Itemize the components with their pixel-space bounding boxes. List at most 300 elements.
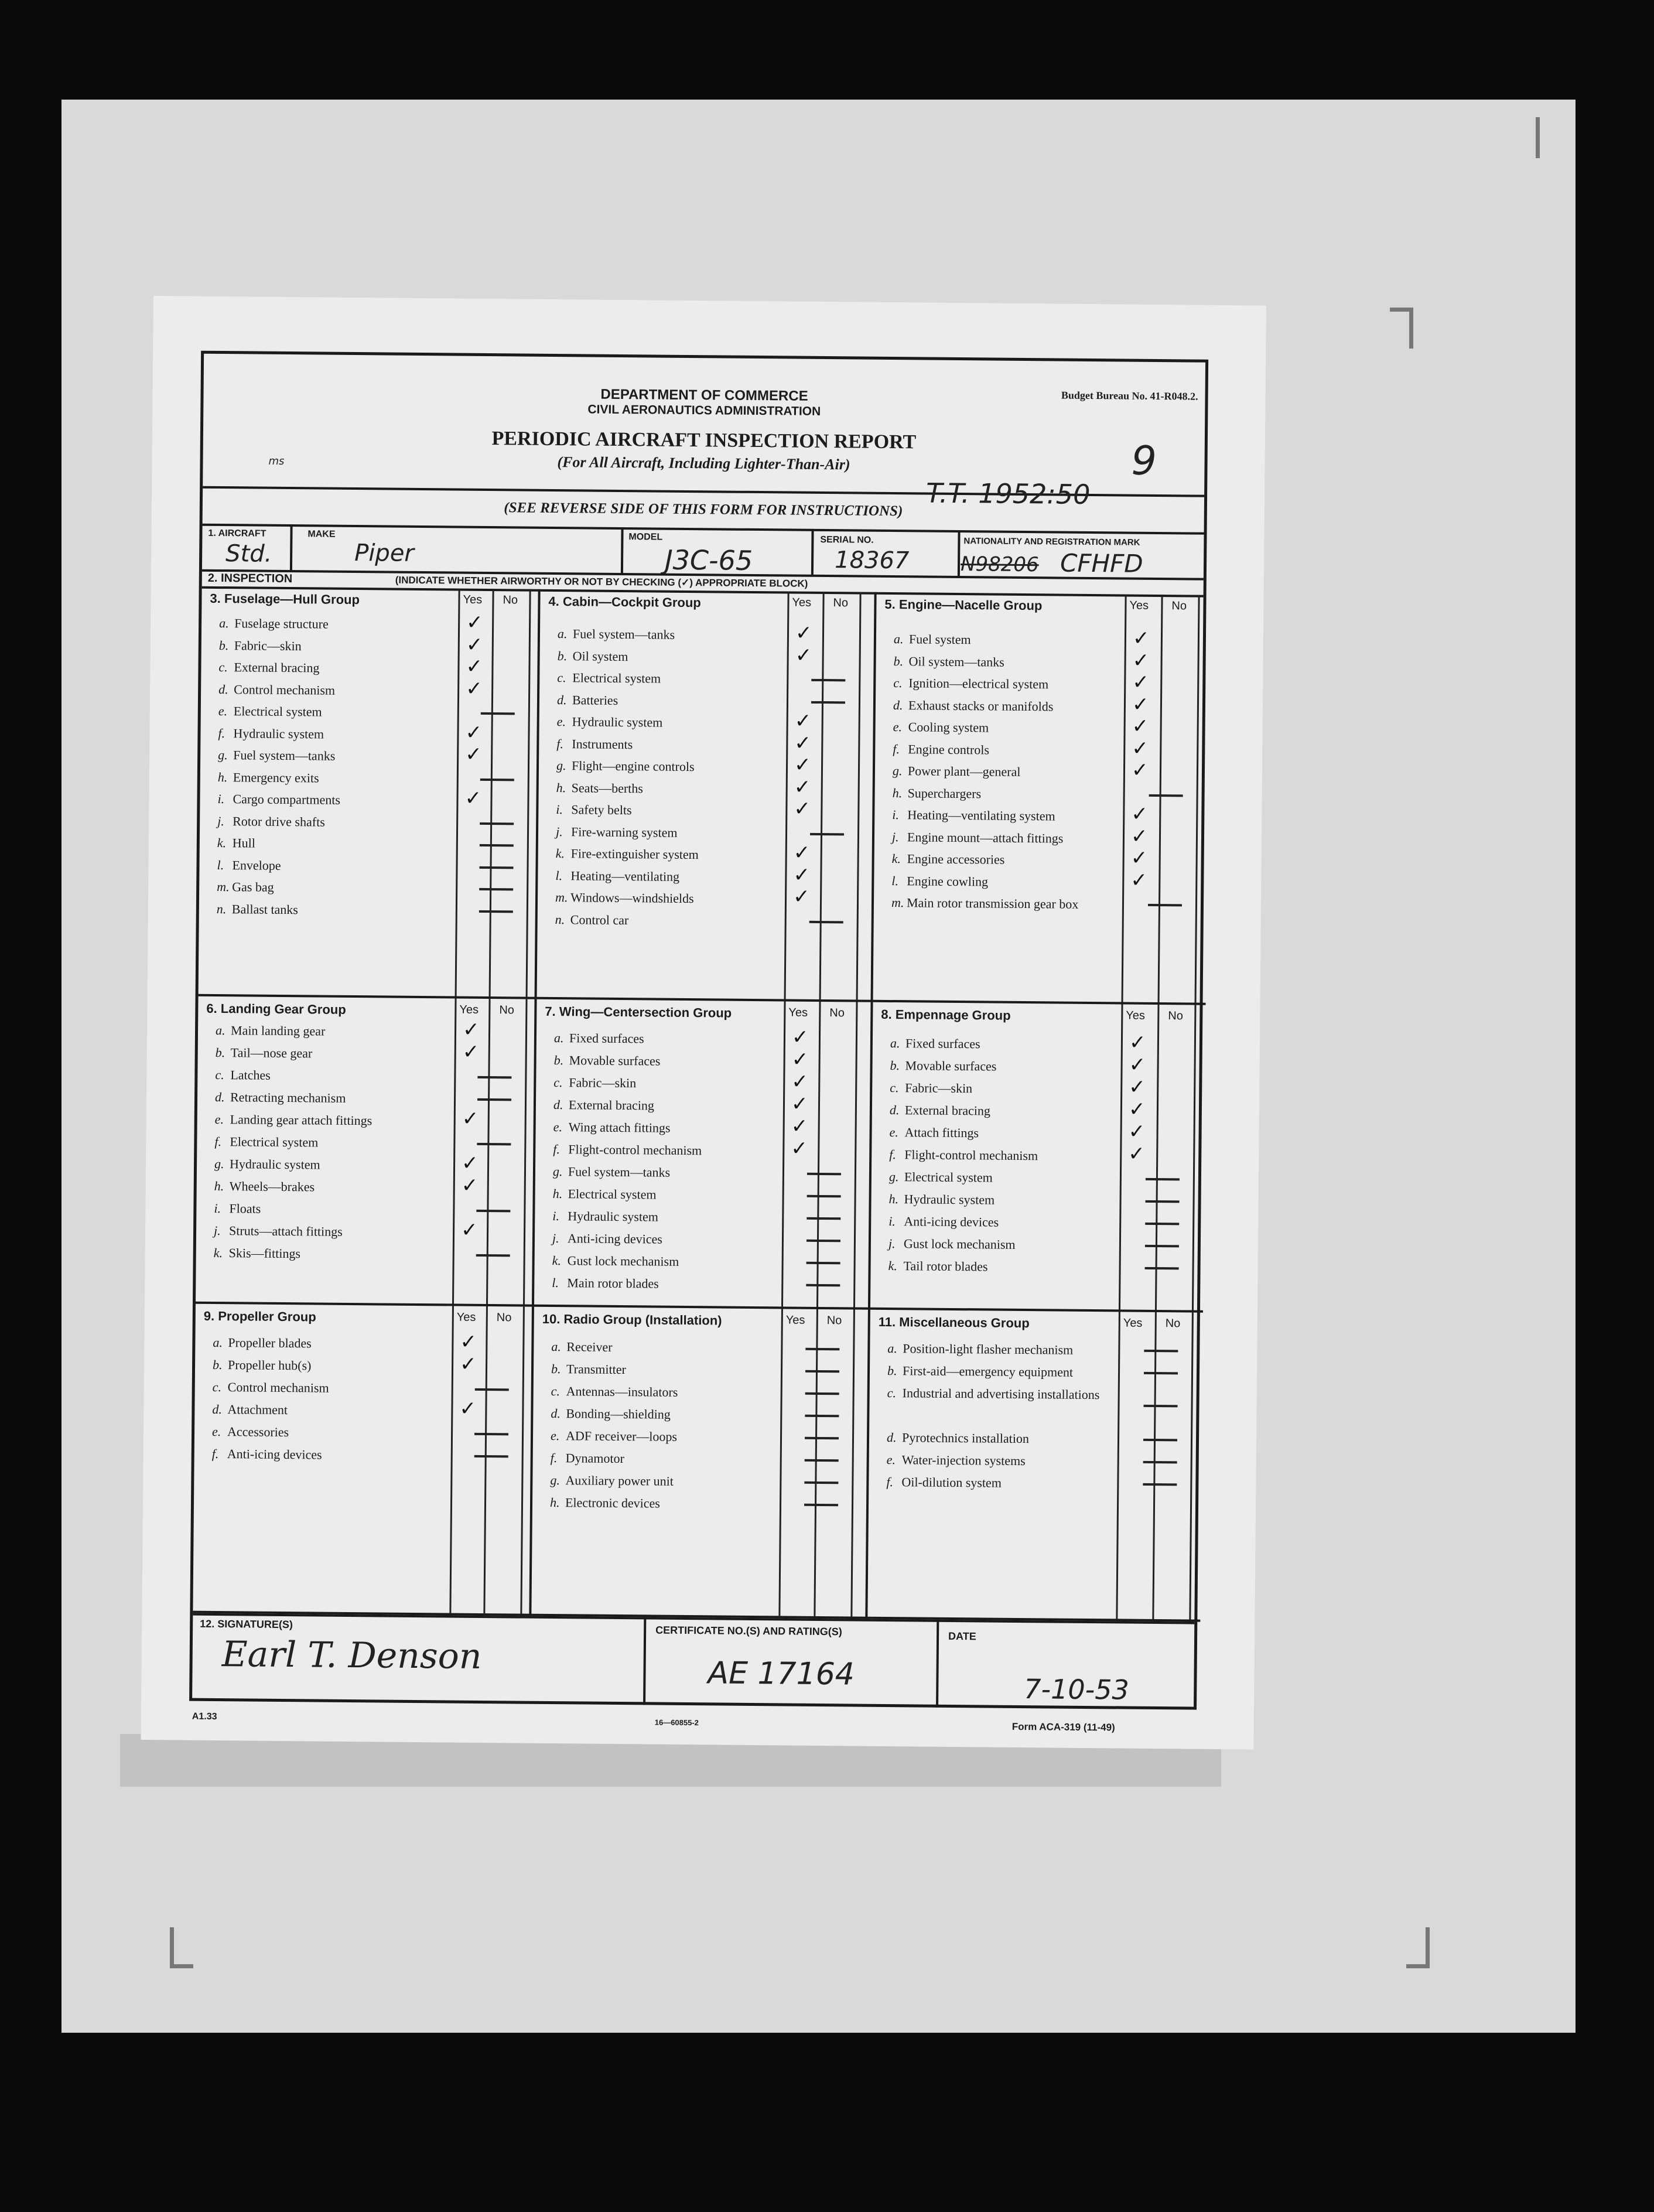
item-label: Safety belts bbox=[571, 802, 632, 818]
inspection-item bbox=[893, 695, 1054, 717]
inspection-item bbox=[893, 760, 1021, 783]
group-title: 6. Landing Gear Group bbox=[206, 1001, 346, 1017]
not-applicable-dash[interactable] bbox=[1145, 1267, 1179, 1270]
nationality-label: NATIONALITY AND REGISTRATION MARK bbox=[963, 536, 1140, 548]
item-label: Propeller hub(s) bbox=[227, 1357, 312, 1373]
item-letter: c. bbox=[893, 675, 903, 691]
item-label: Industrial and advertising installations bbox=[902, 1385, 1100, 1402]
item-label: Dynamotor bbox=[565, 1450, 625, 1466]
inspection-item bbox=[888, 1189, 995, 1211]
divider bbox=[936, 1620, 939, 1708]
inspection-item bbox=[217, 810, 325, 832]
check-mark-yes[interactable]: ✓ bbox=[460, 1330, 477, 1354]
item-label: Main rotor transmission gear box bbox=[906, 895, 1079, 912]
inspection-item bbox=[218, 678, 335, 701]
not-applicable-dash[interactable] bbox=[481, 712, 515, 715]
inspection-item bbox=[553, 1139, 702, 1161]
item-letter: j. bbox=[213, 1223, 221, 1238]
item-label: Oil system bbox=[572, 648, 628, 664]
aircraft-value: Std. bbox=[225, 540, 272, 568]
inspection-item bbox=[888, 1233, 1016, 1255]
divider bbox=[621, 527, 624, 574]
inspection-item bbox=[551, 1358, 626, 1380]
inspection-item bbox=[217, 832, 255, 854]
inspection-item bbox=[552, 1250, 679, 1272]
check-mark-yes[interactable]: ✓ bbox=[1132, 670, 1149, 694]
item-letter: k. bbox=[555, 846, 565, 861]
check-mark-yes[interactable]: ✓ bbox=[1132, 736, 1149, 760]
not-applicable-dash[interactable] bbox=[474, 1455, 508, 1458]
no-column-label: No bbox=[833, 596, 849, 610]
not-applicable-dash[interactable] bbox=[807, 1262, 840, 1265]
check-mark-yes[interactable]: ✓ bbox=[1128, 1142, 1145, 1166]
inspection-item bbox=[555, 865, 679, 887]
item-label: Control mechanism bbox=[234, 681, 336, 698]
item-letter: h. bbox=[888, 1192, 899, 1207]
nationality-struck-value: N98206 bbox=[960, 552, 1039, 577]
item-letter: f. bbox=[889, 1147, 896, 1162]
group-g3 bbox=[199, 586, 541, 999]
not-applicable-dash[interactable] bbox=[479, 866, 513, 869]
check-mark-yes[interactable]: ✓ bbox=[794, 797, 811, 821]
not-applicable-dash[interactable] bbox=[807, 1173, 841, 1176]
item-label: Attach fittings bbox=[904, 1125, 979, 1141]
inspection-item bbox=[213, 1377, 329, 1399]
yes-column-label: Yes bbox=[459, 1003, 479, 1016]
item-letter: a. bbox=[887, 1341, 897, 1356]
no-column-label: No bbox=[1171, 599, 1187, 613]
not-applicable-dash[interactable] bbox=[1148, 904, 1182, 907]
crop-mark-top-edge bbox=[1516, 117, 1540, 158]
no-column-label: No bbox=[826, 1314, 842, 1327]
inspection-item bbox=[892, 827, 1064, 849]
make-label: MAKE bbox=[307, 529, 336, 540]
not-applicable-dash[interactable] bbox=[476, 1254, 510, 1257]
item-label: Control mechanism bbox=[227, 1380, 329, 1395]
inspection-item bbox=[557, 689, 618, 711]
item-letter: e. bbox=[214, 1111, 224, 1127]
item-letter: l. bbox=[555, 868, 563, 883]
item-label: Oil-dilution system bbox=[901, 1474, 1002, 1490]
not-applicable-dash[interactable] bbox=[806, 1284, 840, 1287]
inspection-item bbox=[552, 1228, 662, 1250]
inspection-item bbox=[218, 701, 322, 723]
item-letter: b. bbox=[551, 1361, 561, 1377]
item-letter: g. bbox=[556, 758, 566, 773]
not-applicable-dash[interactable] bbox=[476, 1210, 510, 1213]
model-value: J3C-65 bbox=[664, 544, 753, 576]
check-mark-yes[interactable]: ✓ bbox=[1132, 626, 1150, 650]
item-letter: c. bbox=[215, 1067, 224, 1083]
check-mark-yes[interactable]: ✓ bbox=[794, 731, 812, 755]
not-applicable-dash[interactable] bbox=[811, 679, 845, 682]
item-letter: a. bbox=[213, 1334, 223, 1350]
administration-heading: CIVIL AERONAUTICS ADMINISTRATION bbox=[587, 402, 821, 418]
not-applicable-dash[interactable] bbox=[807, 1217, 840, 1220]
item-label: Windows—windshields bbox=[570, 890, 694, 906]
item-label: Hydraulic system bbox=[233, 725, 324, 742]
check-mark-yes[interactable]: ✓ bbox=[791, 1136, 808, 1160]
item-label: Heating—ventilating system bbox=[907, 807, 1055, 824]
inspection-item bbox=[215, 1109, 373, 1131]
inspection-item bbox=[555, 887, 694, 909]
instructions-note: (SEE REVERSE SIDE OF THIS FORM FOR INSTRUCTIONS) bbox=[504, 500, 903, 520]
item-letter: h. bbox=[549, 1494, 560, 1510]
inspection-item bbox=[552, 1183, 656, 1206]
item-label: Superchargers bbox=[907, 785, 982, 801]
item-label: Latches bbox=[230, 1067, 271, 1083]
item-letter: i. bbox=[892, 807, 900, 822]
inspection-item bbox=[213, 1354, 312, 1376]
check-mark-yes[interactable]: ✓ bbox=[1132, 692, 1149, 716]
inspection-item bbox=[212, 1421, 289, 1443]
crop-mark-bottom-left bbox=[170, 1927, 194, 1968]
check-mark-yes[interactable]: ✓ bbox=[1129, 1053, 1146, 1077]
item-letter: k. bbox=[217, 835, 227, 851]
inspection-item bbox=[217, 788, 340, 811]
no-column-label: No bbox=[503, 593, 518, 607]
item-label: Hydraulic system bbox=[904, 1192, 995, 1207]
not-applicable-dash[interactable] bbox=[477, 1143, 511, 1146]
item-letter: d. bbox=[218, 681, 228, 697]
item-letter: k. bbox=[552, 1253, 562, 1268]
not-applicable-dash[interactable] bbox=[477, 1076, 511, 1079]
not-applicable-dash[interactable] bbox=[804, 1482, 838, 1484]
check-mark-yes[interactable]: ✓ bbox=[1128, 1097, 1146, 1121]
inspection-item bbox=[217, 898, 298, 920]
item-letter: b. bbox=[215, 1044, 225, 1060]
item-label: Accessories bbox=[227, 1424, 289, 1440]
check-mark-yes[interactable]: ✓ bbox=[464, 786, 482, 810]
not-applicable-dash[interactable] bbox=[809, 920, 843, 923]
item-label: Electrical system bbox=[568, 1186, 657, 1202]
inspection-item bbox=[888, 1255, 987, 1277]
item-letter: g. bbox=[888, 1169, 899, 1184]
inspection-item bbox=[892, 848, 1005, 871]
item-letter: d. bbox=[214, 1089, 225, 1105]
check-mark-yes[interactable]: ✓ bbox=[1132, 714, 1149, 738]
inspection-item bbox=[558, 623, 675, 646]
item-letter: c. bbox=[212, 1379, 222, 1395]
item-label: Floats bbox=[229, 1201, 261, 1216]
check-mark-yes[interactable]: ✓ bbox=[791, 1047, 809, 1071]
no-column-label: No bbox=[496, 1311, 512, 1325]
check-mark-yes[interactable]: ✓ bbox=[466, 610, 483, 634]
not-applicable-dash[interactable] bbox=[479, 888, 513, 891]
group-g4 bbox=[537, 589, 877, 1002]
not-applicable-dash[interactable] bbox=[805, 1392, 839, 1395]
not-applicable-dash[interactable] bbox=[1143, 1461, 1177, 1464]
check-mark-yes[interactable]: ✓ bbox=[466, 633, 483, 657]
not-applicable-dash[interactable] bbox=[474, 1433, 508, 1436]
inspection-item bbox=[214, 1131, 318, 1153]
item-label: Transmitter bbox=[566, 1361, 627, 1377]
not-applicable-dash[interactable] bbox=[807, 1195, 841, 1198]
item-label: Ignition—electrical system bbox=[908, 675, 1049, 692]
item-label: Fire-extinguisher system bbox=[570, 846, 699, 862]
not-applicable-dash[interactable] bbox=[805, 1459, 839, 1462]
item-label: Electrical system bbox=[904, 1169, 993, 1185]
item-label: Landing gear attach fittings bbox=[230, 1112, 373, 1128]
check-mark-yes[interactable]: ✓ bbox=[465, 721, 483, 745]
check-mark-yes[interactable]: ✓ bbox=[465, 742, 482, 766]
check-mark-yes[interactable]: ✓ bbox=[793, 863, 811, 887]
item-letter: f. bbox=[214, 1134, 222, 1149]
item-label: Fuel system—tanks bbox=[572, 626, 675, 642]
group-title: 5. Engine—Nacelle Group bbox=[884, 596, 1043, 613]
not-applicable-dash[interactable] bbox=[1143, 1483, 1177, 1486]
inspection-item bbox=[551, 1381, 678, 1403]
inspection-item bbox=[892, 783, 981, 804]
check-mark-yes[interactable]: ✓ bbox=[792, 885, 810, 909]
inspection-item bbox=[551, 1448, 625, 1469]
inspection-item bbox=[558, 646, 628, 667]
inspection-item bbox=[555, 909, 629, 931]
item-letter: h. bbox=[892, 785, 903, 800]
not-applicable-dash[interactable] bbox=[1144, 1405, 1178, 1408]
yes-column-label: Yes bbox=[1126, 1009, 1146, 1022]
item-label: External bracing bbox=[904, 1102, 991, 1118]
check-mark-yes[interactable]: ✓ bbox=[1129, 1030, 1146, 1054]
certificate-value: AE 17164 bbox=[708, 1655, 855, 1692]
inspection-item bbox=[551, 1425, 677, 1448]
check-mark-yes[interactable]: ✓ bbox=[1128, 1119, 1146, 1143]
item-letter: k. bbox=[213, 1245, 223, 1261]
item-label: Rotor drive shafts bbox=[233, 813, 325, 830]
yes-column-label: Yes bbox=[456, 1310, 476, 1324]
inspection-item bbox=[214, 1198, 261, 1220]
item-label: Gust lock mechanism bbox=[567, 1253, 679, 1269]
inspection-item bbox=[213, 1332, 312, 1354]
check-mark-yes[interactable]: ✓ bbox=[460, 1218, 478, 1242]
item-letter: n. bbox=[555, 912, 565, 927]
check-mark-yes[interactable]: ✓ bbox=[1130, 846, 1148, 870]
item-letter: l. bbox=[891, 873, 899, 888]
inspection-item bbox=[887, 1360, 1073, 1383]
item-label: External bracing bbox=[234, 660, 320, 675]
check-mark-yes[interactable]: ✓ bbox=[461, 1173, 479, 1197]
item-label: Anti-icing devices bbox=[227, 1446, 322, 1462]
item-label: Tail—nose gear bbox=[230, 1045, 313, 1061]
item-label: Fuselage structure bbox=[234, 616, 329, 631]
item-label: Struts—attach fittings bbox=[228, 1223, 343, 1239]
item-letter: e. bbox=[211, 1424, 221, 1439]
check-mark-yes[interactable]: ✓ bbox=[791, 1070, 809, 1094]
item-letter: h. bbox=[217, 769, 228, 784]
inspection-item bbox=[887, 1427, 1029, 1449]
inspection-item bbox=[554, 1028, 644, 1049]
check-mark-yes[interactable]: ✓ bbox=[795, 621, 812, 645]
inspection-item bbox=[894, 629, 971, 650]
item-label: Fuel system—tanks bbox=[233, 747, 336, 763]
item-label: Auxiliary power unit bbox=[565, 1473, 674, 1489]
yes-column-label: Yes bbox=[792, 596, 812, 609]
inspection-item bbox=[556, 755, 695, 777]
group-title: 10. Radio Group (Installation) bbox=[542, 1311, 722, 1328]
not-applicable-dash[interactable] bbox=[480, 778, 514, 781]
item-letter: i. bbox=[888, 1214, 896, 1229]
item-label: Exhaust stacks or manifolds bbox=[908, 697, 1054, 714]
item-label: Tail rotor blades bbox=[903, 1258, 988, 1274]
not-applicable-dash[interactable] bbox=[1145, 1245, 1179, 1248]
item-letter: c. bbox=[887, 1385, 897, 1401]
not-applicable-dash[interactable] bbox=[1144, 1350, 1178, 1353]
item-label: Cooling system bbox=[908, 719, 989, 735]
check-mark-yes[interactable]: ✓ bbox=[791, 1025, 809, 1049]
check-mark-yes[interactable]: ✓ bbox=[793, 841, 811, 865]
item-label: Retracting mechanism bbox=[230, 1090, 346, 1105]
page-number-handwritten: 9 bbox=[1131, 438, 1157, 484]
not-applicable-dash[interactable] bbox=[480, 822, 514, 825]
check-mark-yes[interactable]: ✓ bbox=[459, 1352, 477, 1376]
item-letter: m. bbox=[555, 890, 568, 905]
not-applicable-dash[interactable] bbox=[480, 844, 514, 847]
check-mark-yes[interactable]: ✓ bbox=[466, 654, 483, 678]
group-title: 7. Wing—Centersection Group bbox=[545, 1003, 732, 1020]
no-column-label: No bbox=[1168, 1009, 1184, 1023]
item-label: Hull bbox=[232, 835, 256, 851]
not-applicable-dash[interactable] bbox=[805, 1370, 839, 1373]
item-label: Seats—berths bbox=[571, 780, 644, 796]
inspection-item bbox=[215, 1087, 346, 1109]
group-g6 bbox=[196, 996, 537, 1307]
department-heading: DEPARTMENT OF COMMERCE bbox=[600, 386, 808, 404]
check-mark-yes[interactable]: ✓ bbox=[459, 1397, 477, 1421]
item-label: Fixed surfaces bbox=[905, 1036, 980, 1052]
item-label: Pyrotechnics installation bbox=[901, 1430, 1030, 1446]
inspection-item bbox=[890, 1055, 996, 1077]
check-mark-yes[interactable]: ✓ bbox=[794, 753, 811, 777]
check-mark-yes[interactable]: ✓ bbox=[791, 1114, 808, 1138]
corner-mark: ms bbox=[268, 455, 285, 467]
item-letter: i. bbox=[552, 1209, 560, 1224]
check-mark-yes[interactable]: ✓ bbox=[1132, 648, 1150, 673]
not-applicable-dash[interactable] bbox=[479, 910, 513, 913]
no-column-label: No bbox=[1165, 1317, 1181, 1330]
check-mark-yes[interactable]: ✓ bbox=[1130, 824, 1148, 848]
inspection-item bbox=[893, 739, 989, 760]
check-mark-yes[interactable]: ✓ bbox=[462, 1018, 480, 1042]
not-applicable-dash[interactable] bbox=[1146, 1200, 1180, 1203]
inspection-item bbox=[887, 1338, 1073, 1361]
item-label: Engine controls bbox=[908, 741, 990, 757]
group-title: 8. Empennage Group bbox=[881, 1006, 1011, 1023]
inspection-item bbox=[217, 876, 274, 898]
check-mark-yes[interactable]: ✓ bbox=[465, 677, 483, 701]
item-letter: f. bbox=[553, 1142, 561, 1157]
not-applicable-dash[interactable] bbox=[1144, 1372, 1178, 1375]
group-g11 bbox=[867, 1310, 1203, 1622]
signature-value: Earl T. Denson bbox=[221, 1634, 482, 1677]
inspection-item bbox=[552, 1206, 658, 1228]
item-letter: a. bbox=[557, 626, 568, 641]
item-label: Antennas—insulators bbox=[566, 1384, 678, 1399]
inspection-item bbox=[553, 1050, 660, 1072]
check-mark-yes[interactable]: ✓ bbox=[794, 775, 811, 799]
not-applicable-dash[interactable] bbox=[1146, 1178, 1180, 1181]
item-label: Batteries bbox=[572, 692, 618, 708]
item-label: Emergency exits bbox=[233, 769, 319, 785]
inspection-item bbox=[219, 634, 302, 656]
not-applicable-dash[interactable] bbox=[805, 1415, 839, 1418]
not-applicable-dash[interactable] bbox=[811, 701, 845, 704]
check-mark-yes[interactable]: ✓ bbox=[794, 709, 812, 733]
item-label: Wing attach fittings bbox=[568, 1119, 671, 1135]
inspection-item bbox=[216, 1020, 326, 1042]
item-letter: g. bbox=[892, 763, 903, 779]
not-applicable-dash[interactable] bbox=[477, 1098, 511, 1101]
not-applicable-dash[interactable] bbox=[475, 1388, 509, 1391]
item-label: Hydraulic system bbox=[572, 714, 663, 730]
item-letter: d. bbox=[212, 1401, 223, 1417]
check-mark-yes[interactable]: ✓ bbox=[1130, 868, 1148, 892]
not-applicable-dash[interactable] bbox=[1145, 1223, 1179, 1226]
form-code-center: 16—60855-2 bbox=[654, 1718, 699, 1728]
not-applicable-dash[interactable] bbox=[1143, 1439, 1177, 1442]
not-applicable-dash[interactable] bbox=[807, 1240, 840, 1242]
not-applicable-dash[interactable] bbox=[805, 1437, 839, 1440]
inspection-item bbox=[553, 1161, 670, 1183]
item-letter: b. bbox=[212, 1357, 223, 1373]
aircraft-label: 1. AIRCRAFT bbox=[208, 528, 266, 539]
date-value: 7-10-53 bbox=[1024, 1673, 1130, 1706]
check-mark-yes[interactable]: ✓ bbox=[462, 1040, 480, 1064]
item-label: Position-light flasher mechanism bbox=[903, 1341, 1074, 1357]
item-label: Instruments bbox=[572, 736, 633, 752]
nationality-value: CFHFD bbox=[1060, 548, 1143, 578]
item-letter: f. bbox=[893, 741, 900, 756]
inspection-form bbox=[189, 351, 1208, 1733]
group-g10 bbox=[531, 1307, 870, 1619]
item-letter: l. bbox=[217, 857, 224, 872]
item-letter: c. bbox=[553, 1075, 563, 1090]
item-letter: h. bbox=[552, 1186, 563, 1201]
item-letter: f. bbox=[886, 1474, 894, 1490]
check-mark-yes[interactable]: ✓ bbox=[1131, 802, 1149, 826]
yes-column-label: Yes bbox=[785, 1313, 805, 1327]
form-number: Form ACA-319 (11-49) bbox=[1011, 1721, 1115, 1733]
item-letter: c. bbox=[551, 1383, 561, 1399]
item-label: Gas bag bbox=[232, 879, 274, 895]
check-mark-yes[interactable]: ✓ bbox=[791, 1092, 808, 1116]
item-label: Fire-warning system bbox=[570, 824, 678, 840]
item-letter: k. bbox=[891, 851, 901, 866]
item-letter: g. bbox=[552, 1164, 563, 1179]
check-mark-yes[interactable]: ✓ bbox=[462, 1107, 479, 1131]
check-mark-yes[interactable]: ✓ bbox=[1131, 758, 1149, 782]
inspection-note: (INDICATE WHETHER AIRWORTHY OR NOT BY CHECKING (✓) APPROPRIATE BLOCK) bbox=[395, 574, 808, 589]
inspection-item bbox=[552, 1272, 659, 1295]
item-label: Cargo compartments bbox=[233, 791, 341, 807]
check-mark-yes[interactable]: ✓ bbox=[1129, 1075, 1146, 1099]
check-mark-yes[interactable]: ✓ bbox=[461, 1151, 479, 1175]
item-letter: e. bbox=[556, 714, 566, 729]
inspection-item bbox=[553, 1094, 654, 1116]
no-column-label: No bbox=[829, 1006, 845, 1020]
not-applicable-dash[interactable] bbox=[804, 1504, 838, 1507]
inspection-item bbox=[214, 1153, 320, 1176]
item-letter: e. bbox=[550, 1428, 560, 1443]
item-label: Engine accessories bbox=[907, 851, 1005, 867]
inspection-item bbox=[893, 716, 989, 738]
inspection-item bbox=[887, 1449, 1026, 1472]
item-letter: l. bbox=[552, 1275, 559, 1291]
not-applicable-dash[interactable] bbox=[805, 1348, 839, 1351]
not-applicable-dash[interactable] bbox=[1149, 794, 1183, 797]
check-mark-yes[interactable]: ✓ bbox=[795, 643, 812, 667]
not-applicable-dash[interactable] bbox=[810, 832, 844, 835]
item-letter: c. bbox=[557, 670, 566, 685]
